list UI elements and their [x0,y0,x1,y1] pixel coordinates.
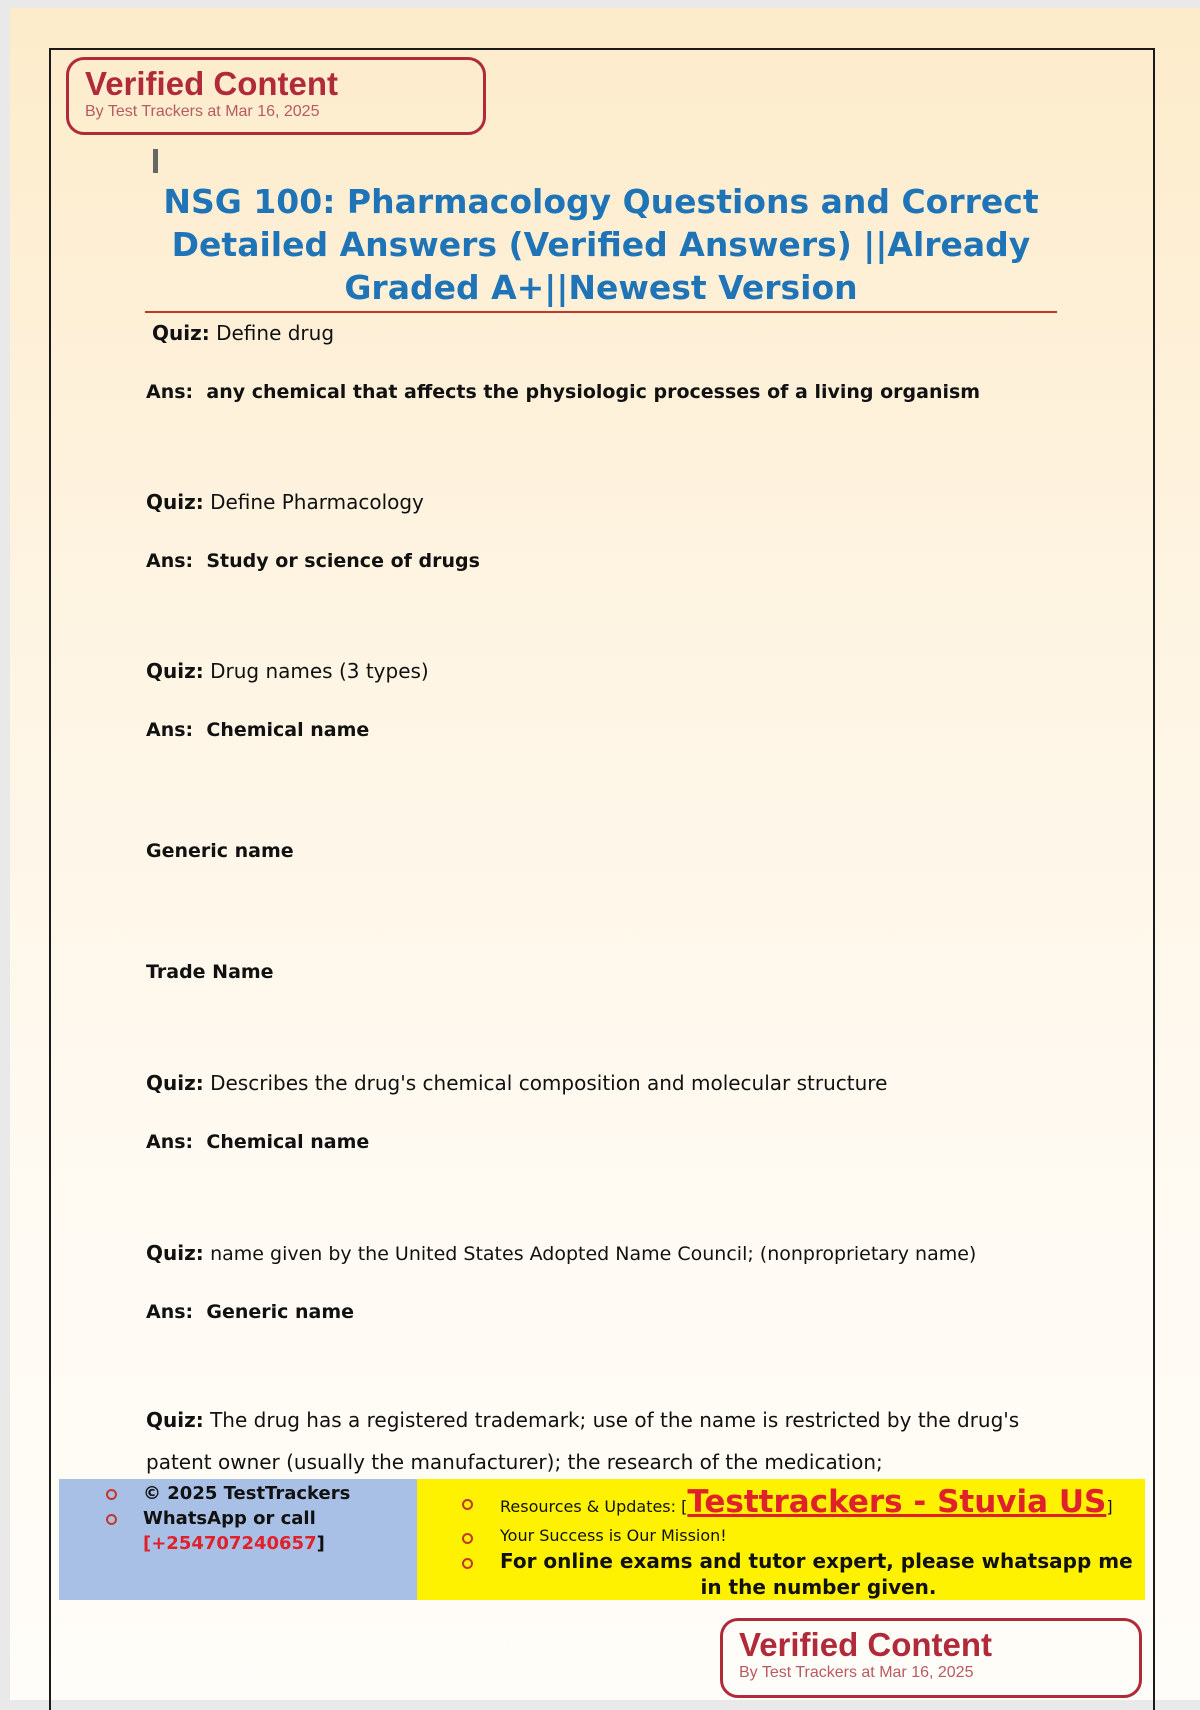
bullet-icon [462,1499,473,1510]
answer-label: Ans: [146,1131,194,1153]
quiz-item-5 [146,1232,1106,1275]
stamp-subtitle: By Test Trackers at Mar 16, 2025 [85,103,320,120]
answer-text: Chemical name [206,1131,370,1153]
footer-contact-panel [59,1479,417,1600]
bullet-icon [462,1533,473,1544]
answer-item-3 [146,716,1046,744]
verified-content-stamp-top [66,57,486,135]
quiz-item-3 [146,650,1046,692]
tutor-line-2: in the number given. [700,1575,937,1599]
quiz-item-6 [146,1399,1106,1441]
verified-content-stamp-bottom [720,1618,1142,1698]
tutor-line-1: For online exams and tutor expert, please whatsapp me [500,1549,1133,1573]
answer-text: Chemical name [206,719,370,741]
quiz-text: Define drug [216,321,335,345]
answer-text: Trade Name [146,961,274,983]
answer-label: Ans: [146,1301,194,1323]
stamp-title: Verified Content [739,1626,993,1663]
answer-text: Generic name [146,840,294,862]
title-line-2: Detailed Answers (Verified Answers) ||Already [171,225,1031,264]
phone-number[interactable]: [+254707240657 [143,1533,317,1554]
quiz-text: The drug has a registered trademark; use of the name is restricted by the drug's [210,1408,1020,1432]
quiz-text: Describes the drug's chemical composition and molecular structure [210,1071,888,1095]
footer-whatsapp [59,1506,417,1531]
bullet-icon [106,1489,117,1500]
answer-item-4 [146,1128,1046,1156]
answer-label: Ans: [146,719,194,741]
answer-text: any chemical that affects the physiologic processes of a living organism [206,381,981,403]
copyright-text: © 2025 TestTrackers [143,1483,351,1504]
quiz-item-2 [146,481,1046,523]
footer-phone[interactable] [59,1531,417,1556]
answer-item-1 [146,378,1046,406]
footer-promo-panel [417,1479,1145,1600]
quiz-label: Quiz: [146,659,204,683]
footer-tutor-note [417,1548,1145,1600]
footer-resources [417,1485,1145,1524]
text-cursor [153,149,158,173]
answer-item-3c [146,958,1046,986]
quiz-item-6-continued [146,1441,1106,1483]
answer-label: Ans: [146,550,194,572]
resources-label: Resources & Updates: [ [500,1497,688,1516]
stamp-title: Verified Content [85,65,339,102]
whatsapp-label: WhatsApp or call [143,1508,316,1529]
quiz-item-4 [146,1062,1046,1104]
quiz-text: Define Pharmacology [210,490,424,514]
quiz-label: Quiz: [146,1071,204,1095]
quiz-text: Drug names (3 types) [210,659,429,683]
bullet-icon [106,1514,117,1525]
answer-text: Generic name [206,1301,355,1323]
quiz-item-1 [152,312,1052,354]
quiz-text: name given by the United States Adopted Name Council; (nonproprietary name) [210,1243,977,1265]
phone-bracket: ] [316,1533,325,1554]
answer-item-2 [146,547,1046,575]
footer-mission [417,1524,1145,1548]
quiz-label: Quiz: [146,490,204,514]
footer-copyright [59,1481,417,1506]
resources-bracket: ] [1106,1497,1113,1516]
answer-item-5 [146,1298,1046,1326]
document-title [145,180,1057,309]
title-line-3: Graded A+||Newest Version [344,268,858,307]
quiz-label: Quiz: [146,1241,204,1265]
answer-item-3b [146,837,1046,865]
bullet-icon [462,1558,473,1569]
quiz-text: patent owner (usually the manufacturer); the research of the medication; [146,1450,883,1474]
quiz-label: Quiz: [146,1408,204,1432]
answer-label: Ans: [146,381,194,403]
stuvia-link[interactable]: Testtrackers - Stuvia US [687,1484,1107,1520]
stamp-subtitle: By Test Trackers at Mar 16, 2025 [739,1664,974,1681]
title-line-1: NSG 100: Pharmacology Questions and Correct [163,182,1039,221]
quiz-label: Quiz: [152,321,210,345]
answer-text: Study or science of drugs [206,550,480,572]
mission-text: Your Success is Our Mission! [500,1526,727,1545]
